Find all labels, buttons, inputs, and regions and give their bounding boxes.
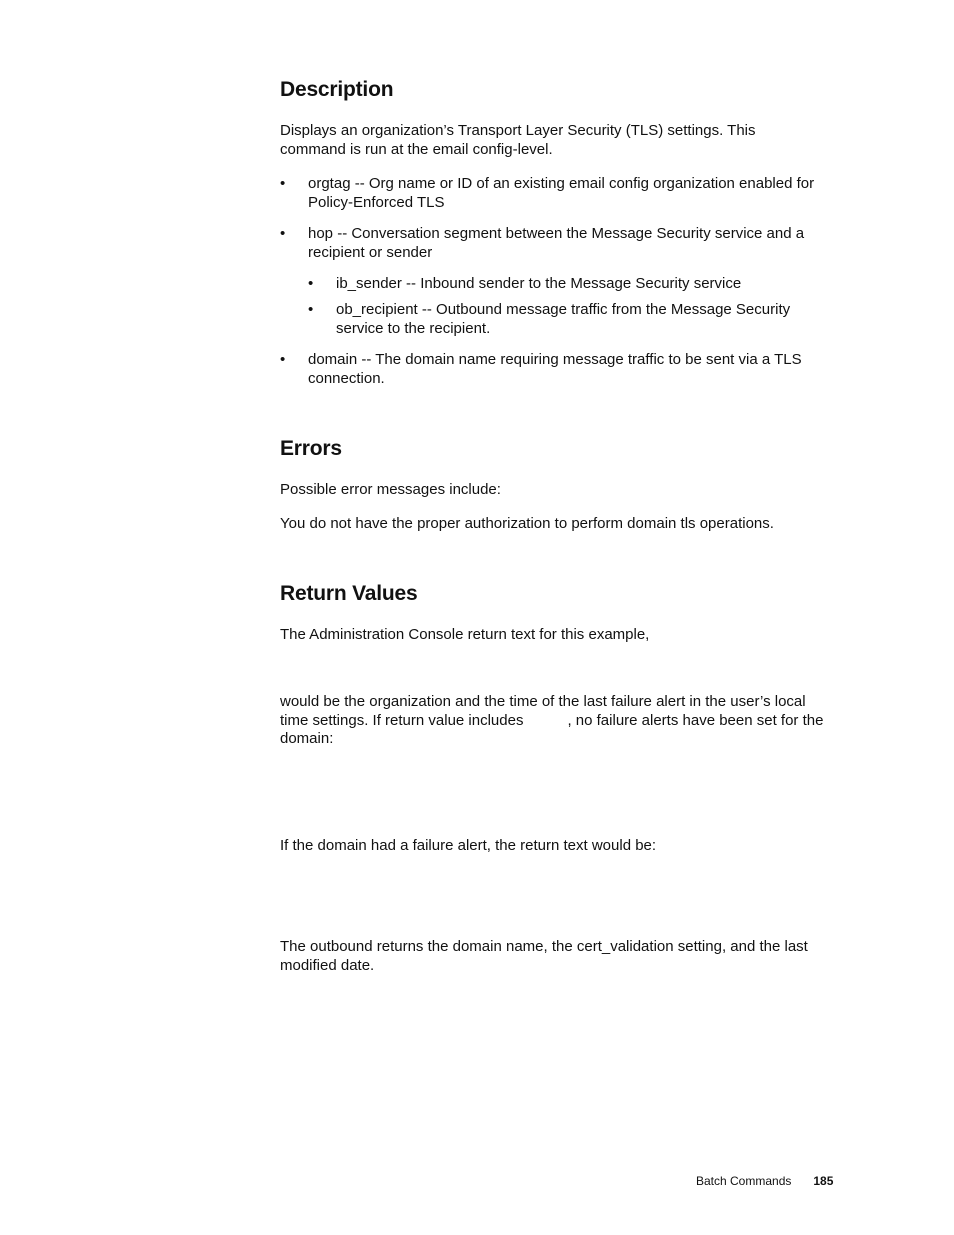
return-values-intro: The Administration Console return text for this example,	[280, 626, 650, 643]
outbound-description: The outbound returns the domain name, the cert_validation setting, and the last modified date.	[280, 938, 808, 974]
bullet-icon: •	[280, 225, 286, 242]
bullet-icon: •	[308, 301, 314, 318]
errors-heading: Errors	[280, 437, 342, 460]
description-intro: Displays an organization’s Transport Layer Security (TLS) settings. This command is run at the email config-level.	[280, 122, 756, 158]
return-values-heading: Return Values	[280, 582, 418, 605]
error-message: You do not have the proper authorization to perform domain tls operations.	[280, 515, 774, 532]
description-heading: Description	[280, 78, 394, 101]
failure-alert-text: If the domain had a failure alert, the return text would be:	[280, 837, 657, 854]
bullet-icon: •	[280, 351, 286, 368]
page-number: 185	[813, 1174, 834, 1188]
bullet-icon: •	[280, 175, 286, 192]
errors-intro: Possible error messages include:	[280, 481, 501, 498]
bullet-icon: •	[308, 275, 314, 292]
return-values-explanation: would be the organization and the time of the last failure alert in the user’s local time settings. If return value includes , no failure alerts have been set for the domain:	[280, 693, 824, 747]
page-footer	[696, 1174, 833, 1188]
footer-section-title: Batch Commands	[696, 1174, 792, 1188]
